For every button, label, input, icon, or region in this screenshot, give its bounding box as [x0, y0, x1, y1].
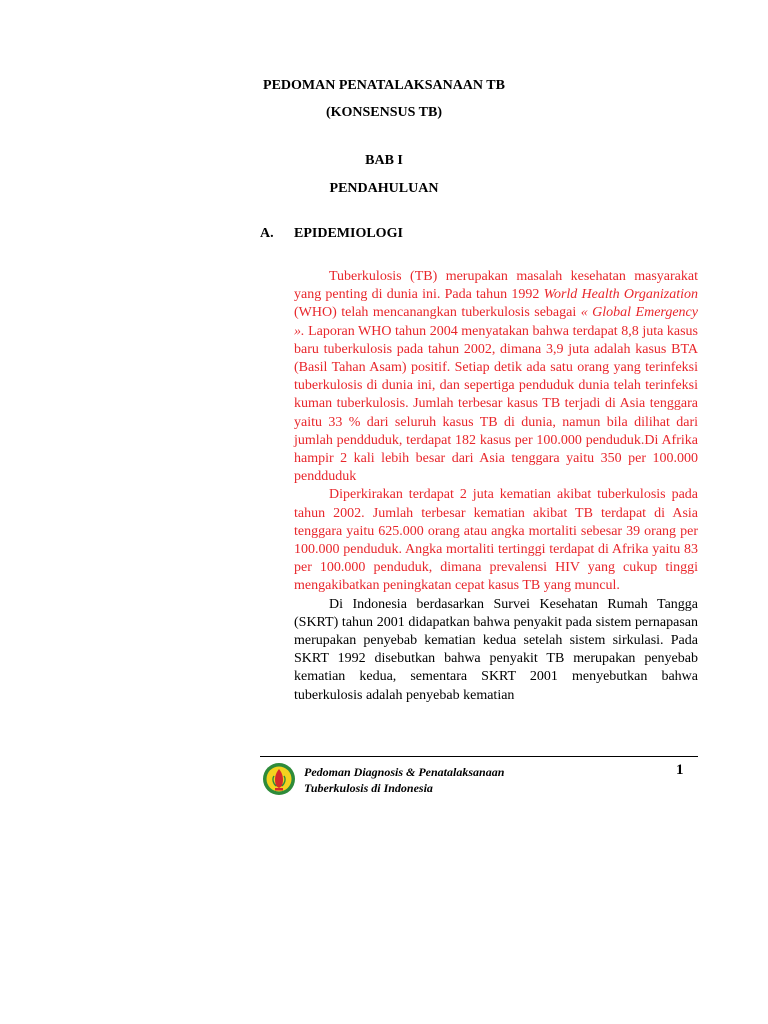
document-title: PEDOMAN PENATALAKSANAAN TB [263, 78, 505, 93]
document-subtitle: (KONSENSUS TB) [325, 105, 443, 120]
paragraph-1-text-a: Tuberkulosis (TB) merupakan masalah kesehatan masyarakat yang penting di dunia ini. Pada tahun 1992 [294, 269, 698, 303]
body-text [294, 268, 698, 705]
chapter-number: BAB I [365, 153, 403, 168]
paragraph-1-text-b: (WHO) telah mencanangkan tuberkulosis sebagai [294, 305, 581, 321]
footer-caption [304, 764, 504, 796]
chapter-title: PENDAHULUAN [329, 181, 439, 196]
section-title: EPIDEMIOLOGI [294, 226, 403, 241]
footer-divider [260, 756, 698, 757]
footer-line-2: Tuberkulosis di Indonesia [304, 781, 433, 795]
paragraph-2: Diperkirakan terdapat 2 juta kematian akibat tuberkulosis pada tahun 2002. Jumlah terbesar kematian akibat TB terdapat di Asia tenggara yaitu 625.000 orang atau angka mortaliti sebesar 39 orang per 100.000 penduduk. Angka mortaliti tertinggi terdapat di Afrika yaitu 83 per 100.000 penduduk, dimana prevalensi HIV yang cukup tinggi mengakibatkan peningkatan cepat kasus TB yang muncul. [294, 487, 698, 594]
page-number: 1 [676, 762, 684, 778]
society-emblem-icon [262, 762, 296, 796]
footer-line-1: Pedoman Diagnosis & Penatalaksanaan [304, 765, 505, 779]
paragraph-1 [294, 268, 698, 486]
paragraph-3: Di Indonesia berdasarkan Survei Kesehatan Rumah Tangga (SKRT) tahun 2001 didapatkan bahwa penyakit pada sistem pernapasan merupakan penyebab kematian kedua setelah sistem sirkulasi. Pada SKRT 1992 disebutkan bahwa penyakit TB merupakan penyebab kematian kedua, sementara SKRT 2001 menyebutkan bahwa tuberkulosis adalah penyebab kematian [294, 596, 698, 703]
paragraph-1-text-c: Laporan WHO tahun 2004 menyatakan bahwa terdapat 8,8 juta kasus baru tuberkulosis pada tahun 2002, dimana 3,9 juta adalah kasus BTA (Basil Tahan Asam) positif. Setiap detik ada satu orang yang terinfeksi tuberkulosis di dunia ini, dan sepertiga penduduk dunia telah terinfeksi kuman tuberkulosis. Jumlah terbesar kasus TB terjadi di Asia tenggara yaitu 33 % dari seluruh kasus TB di dunia, namun bila dilihat dari jumlah pendduduk, terdapat 182 kasus per 100.000 penduduk.Di Afrika hampir 2 kali lebih besar dari Asia tenggara yaitu 350 per 100.000 pendduduk [294, 323, 698, 485]
global-emergency-italic: « Global Emergency ». [294, 305, 698, 339]
section-letter: A. [260, 226, 274, 241]
who-name-italic: World Health Organization [543, 287, 698, 303]
